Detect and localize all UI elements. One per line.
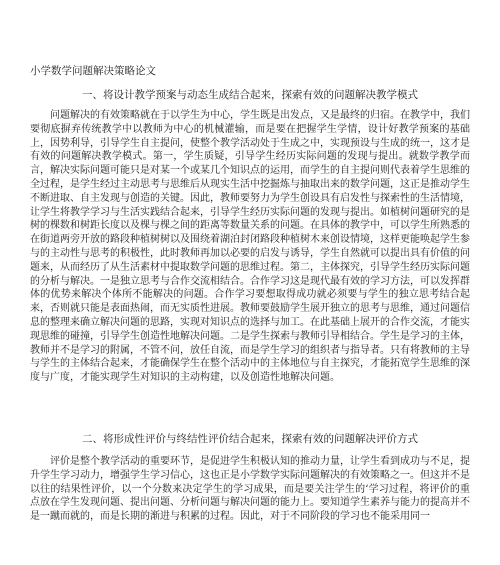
section-paragraph-2: 评价是整个教学活动的重要环节，是促进学生积极认知的推动力量，让学生看到成功与不足，提升学生学习动力，增强学生学习信心，这也正是小学数学实际问题解决的有效策略之一。但这并不是以往的结果性评价，以一个分数来决定学生的学习成果，而是要关注学生的‘学习过程，将评价的重点放在学生发现问题、提出问题、分析问题与解决问题的能力上。要知道学生素养与能力的提高并不是一蹴而就的，而是长期的渐进与积累的过程。因此，对于不同阶段的学习也不能采用同一 xyxy=(30,456,470,523)
document-title: 小学数学问题解决策略论文 xyxy=(30,65,156,77)
section-paragraph-1: 问题解决的有效策略就在于以学生为中心，学生既是出发点，又是最终的归宿。在教学中，我们要彻底摒弃传统教学中以教师为中心的机械灌输，而是要在把握学生学情，设计好教学预案的基础上，因势利导，引导学生自主提问，使整个教学活动处于生成之中，实现预设与生成的统一，这才是有效的问题解决教学模式。第一，学生质疑，引导学生经历实际问题的发现与提出。就数学教学而言，解决实际问题可能只是对某一个或某几个知识点的运用，而学生的自主提问则代表着学生思维的全过程，是学生经过主动思考与思维后从现实生活中挖掘炼与抽取出来的数学问题，这正是推动学生不断进取、自主发现与创造的关键。因此，教师要努力为学生创设具有启发性与探索性的生活情境，让学生将教学学习与生活实践结合起来，引导学生经历实际问题的发现与提出。如植树问题研究的是树的棵数和树距长度以及棵与棵之间的距离等数量关系的问题。在具体的教学中，可以学生所熟悉的在街道两旁开放的路段种植树树以及围绕着湖泊封闭路段种植树木来创设情境，这样更能唤起学生参与的主动性与思考的积极性，此时教师再加以必要的启发与诱导，学生自然就可以提出具有价值的问题来，从而经历了从生活素材中提取数学问题的思维过程。第二，主体探究，引导学生经历实际问题的分析与解决。一是独立思考与合作交流相结合。合作学习这是现代最有效的学习方法，可以发挥群体的优势来解决个体所不能解决的问题。合作学习要想取得成功就必须要与学生的独立思考结合起来，否则就只能是表面热闹，而无实质性进展。教师要鼓励学生展开独立的思考与思维，通过问题信息的整理来确立解决问题的思路，实现对知识点的选择与加工。在此基础上展开的合作交流，才能实现思维的碰撞，引导学生创造性地解决问题。二是学生探索与教师引导相结合。学生是学习的主体，教师并不是学习的附属，不管不问，放任自流，而是学生学习的组织者与指导者。只有将教师的主导与学生的主体结合起来，才能确保学生在整个活动中的主体地位与自主探究，才能拓宽学生思维的深度与广度，才能实现学生对知识的主动构建，以及创造性地解决问题。 xyxy=(30,110,470,384)
section-heading-1: 一、将设计教学预案与动态生成结合起来，探索有效的问题解决教学模式 xyxy=(82,89,418,101)
section-heading-2: 二、将形成性评价与终结性评价结合起来，探索有效的问题解决评价方式 xyxy=(82,433,418,445)
